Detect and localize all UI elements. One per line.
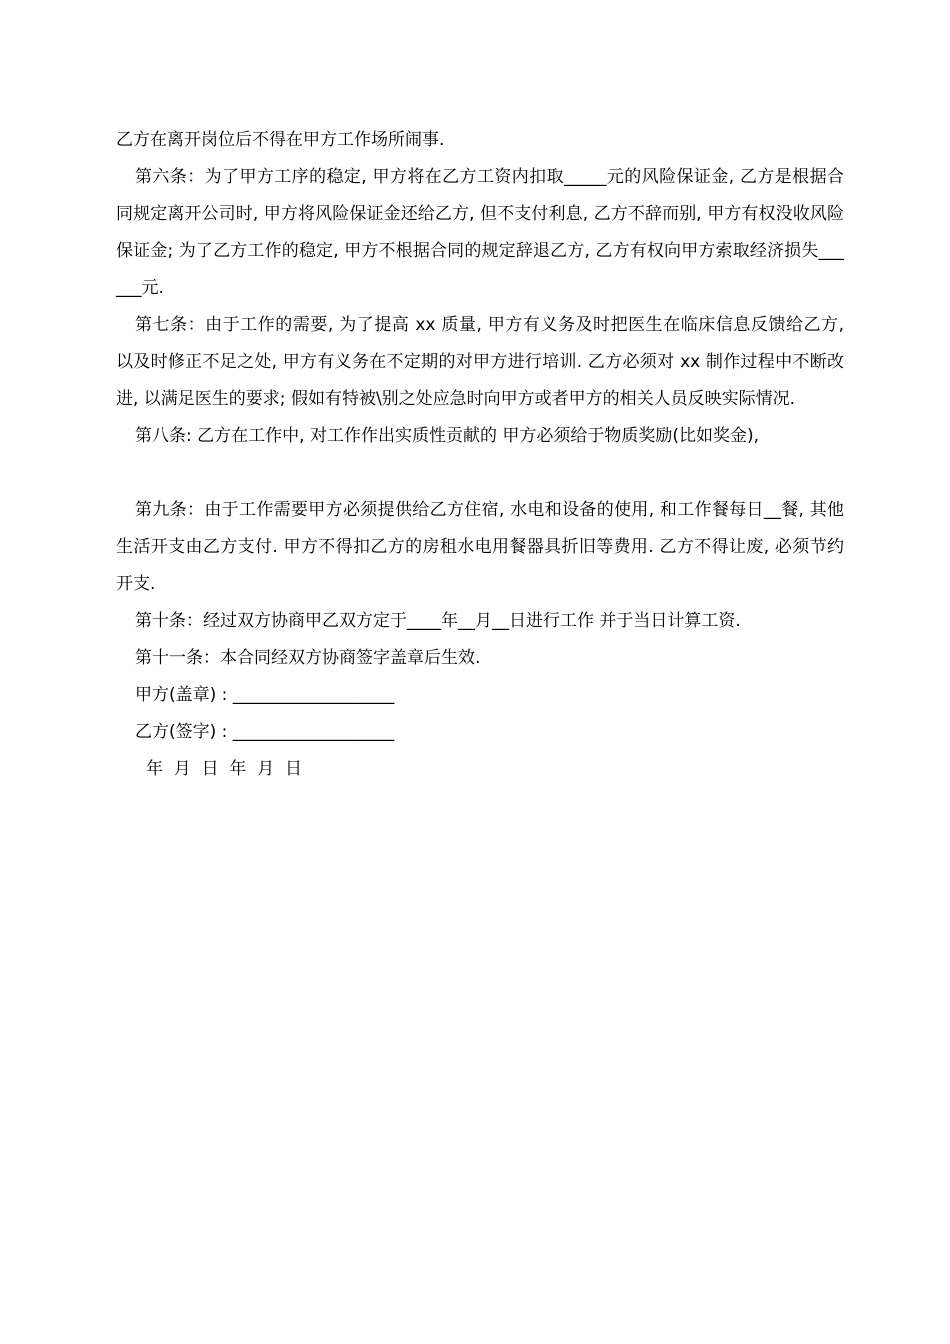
contract-body (116, 122, 844, 788)
article-11: 第十一条：本合同经双方协商签字盖章后生效. (135, 648, 481, 668)
paragraph-leave-rule: 乙方在离开岗位后不得在甲方工作场所闹事. (116, 130, 445, 150)
party-b-signature-line: 乙方(签字) : ___________________ (135, 722, 395, 742)
article-7: 第七条：由于工作的需要, 为了提高 xx 质量, 甲方有义务及时把医生在临床信息反馈给乙方, 以及时修正不足之处, 甲方有义务在不定期的对甲方进行培训. 乙方必须对 xx 制作过程中不断改进, 以满足医生的要求; 假如有特被\别之处应急时向甲方或者甲方的相关人员反映实际情况. (116, 315, 844, 409)
party-a-seal-line: 甲方(盖章) : ___________________ (135, 685, 395, 705)
article-6: 第六条：为了甲方工序的稳定, 甲方将在乙方工资内扣取_____元的风险保证金, 乙方是根据合同规定离开公司时, 甲方将风险保证金还给乙方, 但不支付利息, 乙方不辞而别, 甲方有权没收风险保证金; 为了乙方工作的稳定, 甲方不根据合同的规定辞退乙方, 乙方有权向甲方索取经济损失______元. (116, 167, 844, 298)
article-10: 第十条：经过双方协商甲乙双方定于____年__月__日进行工作 并于当日计算工资. (135, 611, 741, 631)
article-8: 第八条: 乙方在工作中, 对工作作出实质性贡献的 甲方必须给于物质奖励(比如奖金), (135, 426, 760, 446)
signature-date-line: 年 月 日 年 月 日 (146, 759, 303, 779)
blank-line (116, 455, 844, 492)
article-9: 第九条：由于工作需要甲方必须提供给乙方住宿, 水电和设备的使用, 和工作餐每日__餐, 其他生活开支由乙方支付. 甲方不得扣乙方的房租水电用餐器具折旧等费用. 乙方不得让废, 必须节约开支. (116, 500, 844, 594)
